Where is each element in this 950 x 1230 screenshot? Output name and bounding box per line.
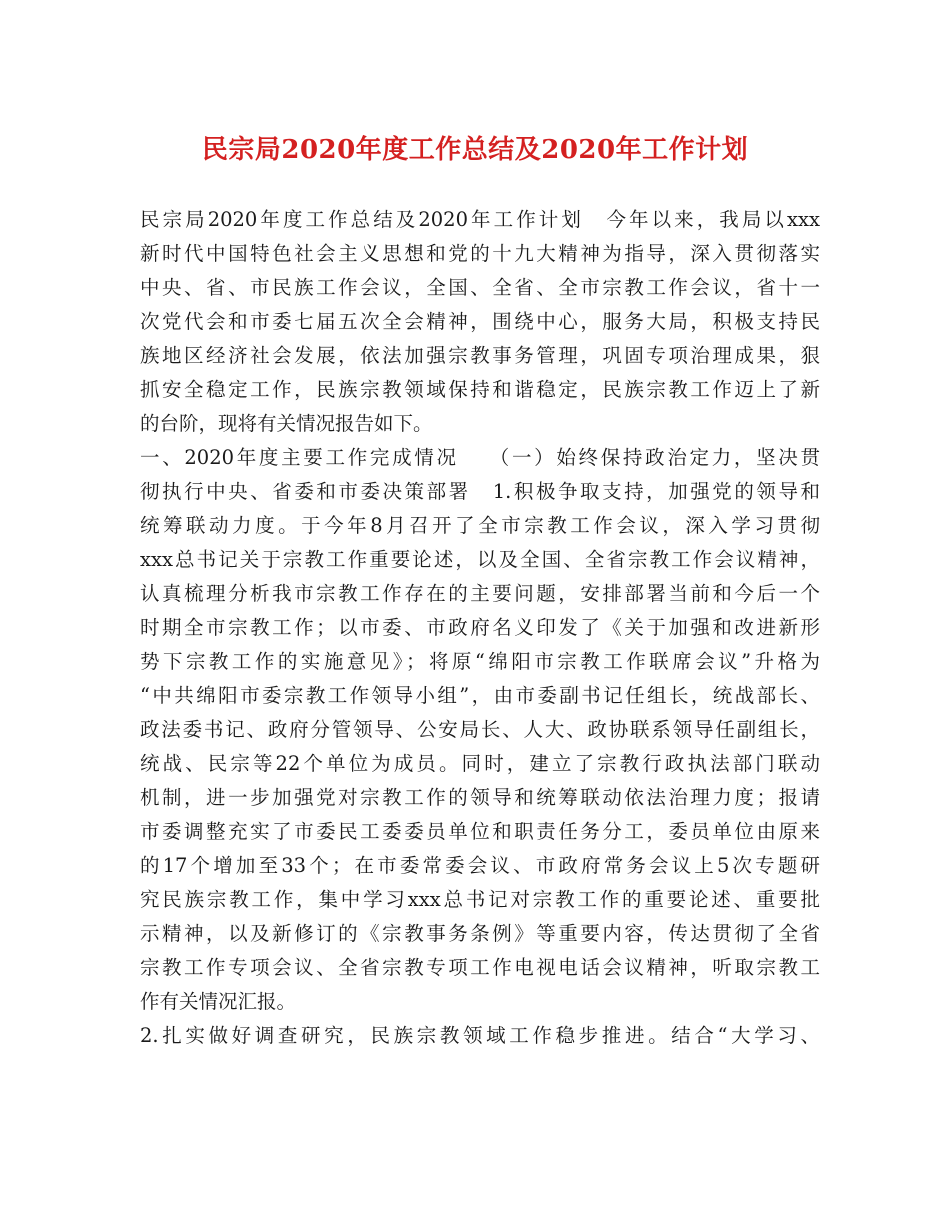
body-line: 势下宗教工作的实施意见》；将原“绵阳市宗教工作联席会议”升格为 [140, 650, 820, 673]
body-line: 统战、民宗等22个单位为成员。同时，建立了宗教行政执法部门联动 [140, 752, 820, 775]
body-line: 中央、省、市民族工作会议，全国、全省、全市宗教工作会议，省十一 [140, 276, 820, 299]
body-line: 宗教工作专项会议、全省宗教专项工作电视电话会议精神，听取宗教工 [140, 956, 820, 979]
body-line: 认真梳理分析我市宗教工作存在的主要问题，安排部署当前和今后一个 [140, 582, 820, 605]
body-line: 作有关情况汇报。 [140, 990, 297, 1013]
body-line: 机制，进一步加强党对宗教工作的领导和统筹联动依法治理力度；报请 [140, 786, 820, 809]
body-line: 彻执行中央、省委和市委决策部署 1.积极争取支持，加强党的领导和 [140, 480, 820, 503]
body-line: 的台阶，现将有关情况报告如下。 [140, 412, 433, 435]
body-line: 时期全市宗教工作；以市委、市政府名义印发了《关于加强和改进新形 [140, 616, 820, 639]
body-line: 新时代中国特色社会主义思想和党的十九大精神为指导，深入贯彻落实 [140, 242, 820, 265]
body-line: 统筹联动力度。于今年8月召开了全市宗教工作会议，深入学习贯彻 [140, 514, 820, 537]
body-line: 次党代会和市委七届五次全会精神，围绕中心，服务大局，积极支持民 [140, 310, 820, 333]
body-line: 民宗局2020年度工作总结及2020年工作计划 今年以来，我局以xxx [140, 208, 820, 231]
body-line: “中共绵阳市委宗教工作领导小组”，由市委副书记任组长，统战部长、 [140, 684, 820, 707]
body-line: 政法委书记、政府分管领导、公安局长、人大、政协联系领导任副组长， [140, 718, 820, 741]
body-line: 2.扎实做好调查研究，民族宗教领域工作稳步推进。结合“大学习、 [140, 1024, 820, 1047]
body-line: 市委调整充实了市委民工委委员单位和职责任务分工，委员单位由原来 [140, 820, 820, 843]
body-line: 族地区经济社会发展，依法加强宗教事务管理，巩固专项治理成果，狠 [140, 344, 820, 367]
body-line: 一、2020年度主要工作完成情况 （一）始终保持政治定力，坚决贯 [140, 446, 820, 469]
document-title: 民宗局2020年度工作总结及2020年工作计划 [201, 135, 749, 165]
body-line: 究民族宗教工作，集中学习xxx总书记对宗教工作的重要论述、重要批 [140, 888, 820, 911]
body-line: 的17个增加至33个；在市委常委会议、市政府常务会议上5次专题研 [140, 854, 820, 877]
body-line: 示精神，以及新修订的《宗教事务条例》等重要内容，传达贯彻了全省 [140, 922, 820, 945]
body-line: 抓安全稳定工作，民族宗教领域保持和谐稳定，民族宗教工作迈上了新 [140, 378, 820, 401]
document-body [140, 203, 820, 1053]
body-line: xxx总书记关于宗教工作重要论述，以及全国、全省宗教工作会议精神， [140, 548, 820, 571]
